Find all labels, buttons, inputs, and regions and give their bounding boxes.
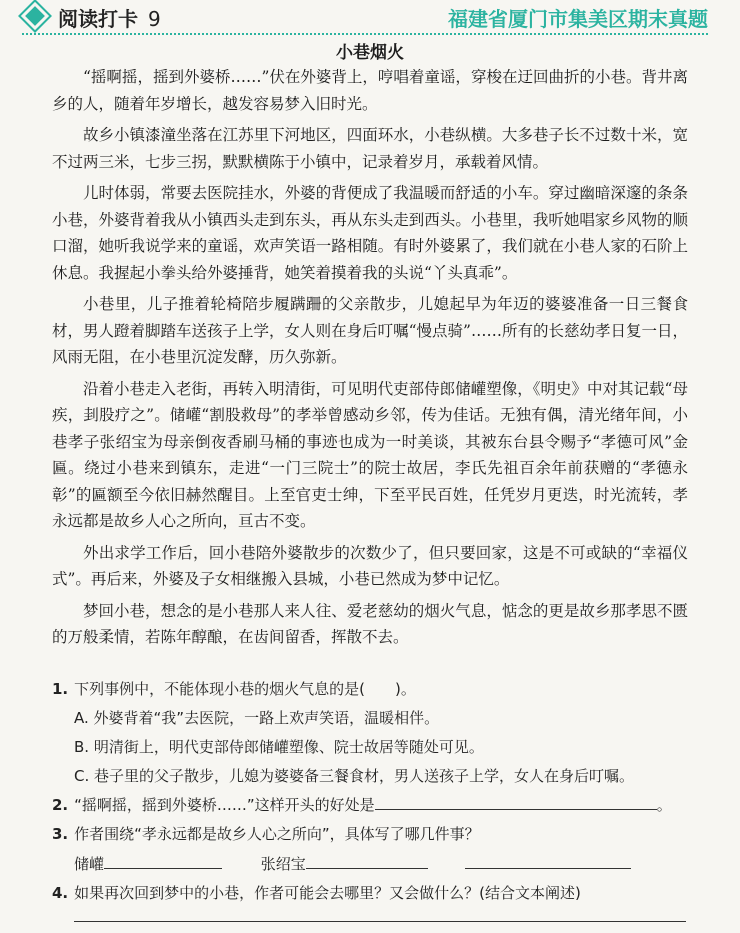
answer-blank[interactable] [375, 793, 657, 810]
question-end: 。 [656, 796, 672, 814]
header-label [58, 3, 161, 32]
paragraph: 故乡小镇漆潼坐落在江苏里下河地区，四面环水，小巷纵横。大多巷子长不过数十米，宽不过两三米，七步三拐，默默横陈于小镇中，记录着岁月，承载着风情。 [52, 126, 688, 171]
question-1 [52, 675, 692, 704]
paragraph: “摇啊摇，摇到外婆桥……”伏在外婆背上，哼唱着童谣，穿梭在迂回曲折的小巷。背井离乡的人，随着年岁增长，越发容易梦入旧时光。 [52, 68, 688, 113]
question-3-answers [52, 849, 692, 879]
question-4 [52, 879, 692, 908]
header-number: 9 [148, 7, 161, 31]
question-text: 如果再次回到梦中的小巷，作者可能会去哪里？又会做什么？(结合文本阐述) [74, 884, 581, 902]
paragraph: 外出求学工作后，回小巷陪外婆散步的次数少了，但只要回家，这是不可或缺的“幸福仪式”。再后来，外婆及子女相继搬入县城，小巷已然成为梦中记忆。 [52, 543, 688, 588]
header-source: 福建省厦门市集美区期末真题 [448, 7, 708, 31]
question-number: 3. [52, 825, 69, 843]
question-number: 2. [52, 796, 69, 814]
answer-blank[interactable] [306, 852, 428, 869]
answer-label: 张绍宝 [260, 855, 306, 873]
answer-label: 储巏 [74, 855, 105, 873]
question-number: 4. [52, 884, 69, 902]
page-header [0, 0, 740, 40]
option-a: A. 外婆背着“我”去医院，一路上欢声笑语，温暖相伴。 [74, 709, 440, 727]
paragraph: 儿时体弱，常要去医院挂水，外婆的背便成了我温暖而舒适的小车。穿过幽暗深邃的条条小巷，外婆背着我从小镇西头走到东头，再从东头走到西头。小巷里，我听她唱家乡风物的顺口溜，她听我说学来的童谣，欢声笑语一路相随。有时外婆累了，我们就在小巷人家的石阶上休息。我握起小拳头给外婆捶背，她笑着摸着我的头说“丫头真乖”。 [52, 184, 688, 282]
paragraph: 沿着小巷走入老街，再转入明清街，可见明代吏部侍郎储巏塑像，《明史》中对其记载“母疾，刲股疗之”。储巏“割股救母”的孝举曾感动乡邻，传为佳话。无独有偶，清光绪年间，小巷孝子张绍宝为母亲倒夜香刷马桶的事迹也成为一时美谈，其被东台县令赐予“孝德可风”金匾。绕过小巷来到镇东，走进“一门三院士”的院士故居，李氏先祖百余年前获赠的“孝德永彰”的匾额至今依旧赫然醒目。上至官吏士绅，下至平民百姓，任凭岁月更迭，时光流转，孝永远都是故乡人心之所向，亘古不变。 [52, 379, 688, 530]
diamond-icon [25, 6, 45, 26]
passage-body [52, 64, 688, 656]
header-label-text: 阅读打卡 [58, 7, 138, 31]
question-3 [52, 820, 692, 849]
answer-blank[interactable] [465, 852, 631, 869]
answer-blank[interactable] [104, 852, 222, 869]
answer-line[interactable] [74, 921, 686, 922]
question-text: “摇啊摇，摇到外婆桥……”这样开头的好处是 [74, 796, 375, 814]
question-text: 下列事例中，不能体现小巷的烟火气息的是( )。 [74, 680, 416, 698]
passage-title: 小巷烟火 [336, 43, 404, 63]
questions-section [52, 675, 692, 908]
paragraph: 小巷里，儿子推着轮椅陪步履蹒跚的父亲散步，儿媳起早为年迈的婆婆准备一日三餐食材，男人蹬着脚踏车送孩子上学，女人则在身后叮嘱“慢点骑”……所有的长慈幼孝日复一日，风雨无阻，在小巷里沉淀发酵，历久弥新。 [52, 295, 688, 366]
option-c: C. 巷子里的父子散步，儿媳为婆婆备三餐食材，男人送孩子上学，女人在身后叮嘱。 [74, 767, 635, 785]
question-text: 作者围绕“孝永远都是故乡人心之所向”，具体写了哪几件事？ [74, 825, 480, 843]
question-2 [52, 791, 692, 820]
question-number: 1. [52, 680, 69, 698]
paragraph: 梦回小巷，想念的是小巷那人来人往、爱老慈幼的烟火气息，惦念的更是故乡那孝思不匮的万般柔情，若陈年醇酿，在齿间留香，挥散不去。 [52, 601, 688, 646]
option-b: B. 明清街上，明代吏部侍郎储巏塑像、院士故居等随处可见。 [74, 738, 484, 756]
header-divider [22, 33, 708, 35]
